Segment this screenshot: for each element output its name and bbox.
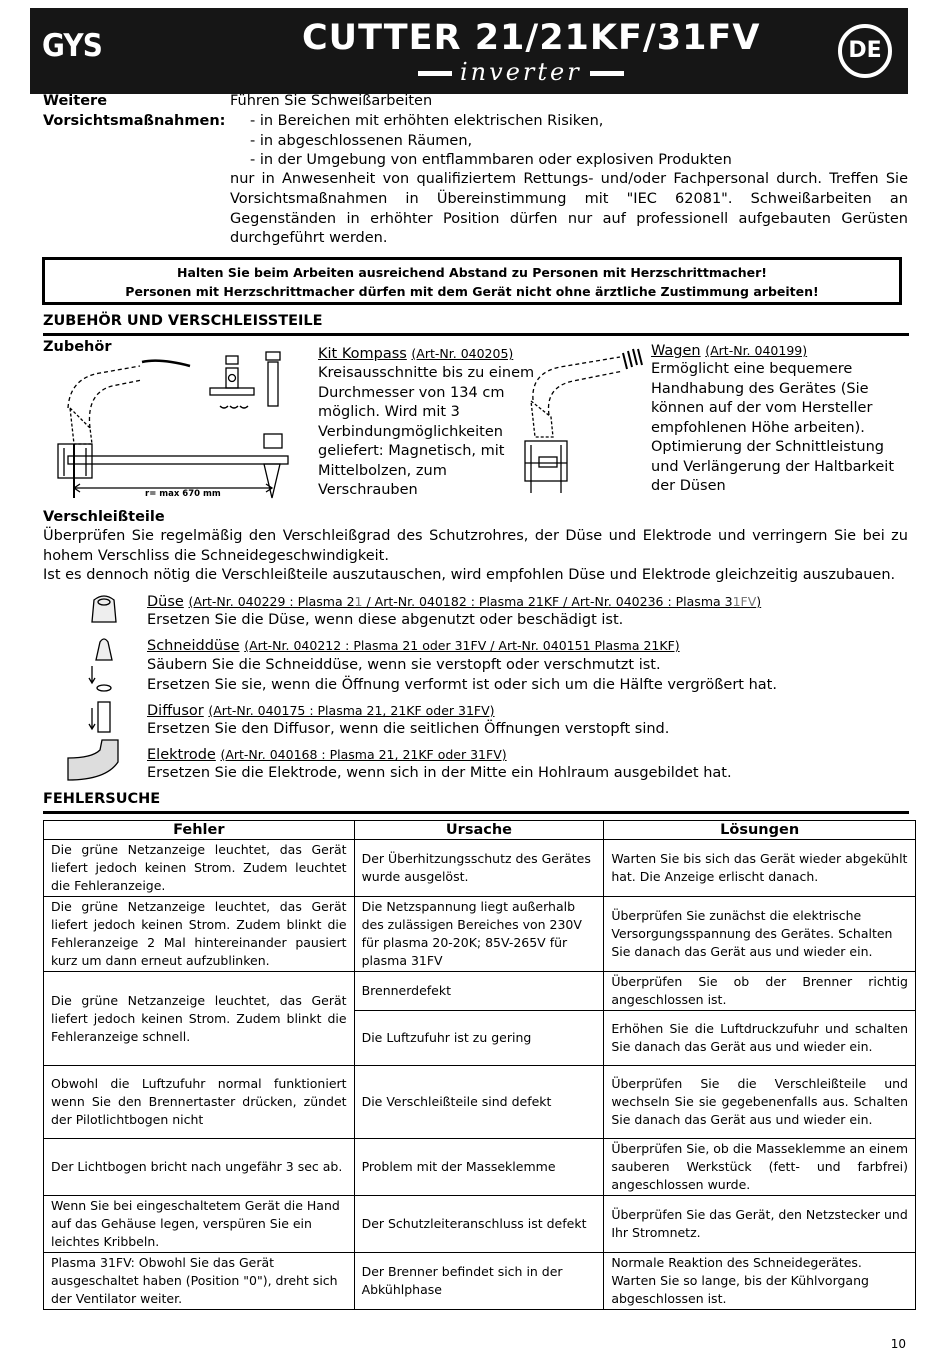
art-ref: / Art-Nr. 040182 : Plasma 21KF / Art-Nr. 040236 : Plasma 3 [362, 594, 733, 609]
kit-art: (Art-Nr. 040205) [411, 346, 514, 361]
art-ref: 1FV [732, 594, 757, 609]
wear-item-text: Ersetzen Sie den Diffusor, wenn die seitlichen Öffnungen verstopft sind. [147, 721, 670, 737]
kit-line: Kreisausschnitte bis zu einem [318, 365, 535, 381]
cell-loesung: Normale Reaktion des Schneidegerätes. Warten Sie so lange, bis der Kühlvorgang abgeschlossen ist. [604, 1253, 916, 1310]
cell-loesung: Überprüfen Sie ob der Brenner richtig angeschlossen ist. [604, 972, 916, 1011]
warning-line: Personen mit Herzschrittmacher dürfen mit dem Gerät nicht ohne ärztliche Zustimmung arbeiten! [125, 284, 819, 299]
cell-ursache: Die Netzspannung liegt außerhalb des zulässigen Bereiches von 230V für plasma 20-20K; 85V-265V für plasma 31FV [354, 897, 604, 972]
product-subtitle: inverter [410, 58, 632, 86]
section-rule [43, 811, 909, 814]
compass-radius-label: r= max 670 mm [145, 489, 221, 499]
wear-item-cutnozzle-title [147, 636, 680, 657]
cell-loesung: Überprüfen Sie das Gerät, den Netzstecker und Ihr Stromnetz. [604, 1196, 916, 1253]
precautions-line: nur in Anwesenheit von qualifiziertem Rettungs- und/oder Fachpersonal durch. Treffen Sie [230, 171, 908, 187]
electrode-name: Elektrode [147, 747, 216, 763]
kit-description [318, 364, 534, 501]
cell-loesung: Überprüfen Sie zunächst die elektrische Versorgungsspannung des Gerätes. Schalten Sie danach das Gerät aus und wieder ein. [604, 897, 916, 972]
column-header: Ursache [354, 821, 604, 840]
art-ref: (Art-Nr. 040229 : Plasma 2 [188, 594, 355, 609]
cart-title [651, 341, 807, 362]
accessories-subtitle: Zubehör [43, 339, 112, 355]
precautions-item: - in Bereichen mit erhöhten elektrischen Risiken, [250, 113, 604, 129]
cell-fehler: Wenn Sie bei eingeschaltetem Gerät die Hand auf das Gehäuse legen, verspüren Sie ein leichtes Kribbeln. [44, 1196, 355, 1253]
cart-illustration [515, 345, 650, 497]
page-header [30, 8, 908, 94]
kit-line: Durchmesser von 134 cm [318, 384, 505, 401]
cart-description [651, 360, 894, 497]
cart-line: Optimierung der Schnittleistung [651, 439, 885, 455]
electrode-art: (Art-Nr. 040168 : Plasma 21, 21KF oder 31FV) [220, 747, 507, 762]
wear-item-diffuser-title [147, 701, 495, 722]
cell-fehler: Obwohl die Luftzufuhr normal funktioniert wenn Sie den Brennertaster drücken, zündet der Pilotlichtbogen nicht [44, 1066, 355, 1139]
precautions-line: durchgeführt werden. [230, 230, 388, 246]
art-ref: ) [756, 594, 762, 609]
cell-fehler: Die grüne Netzanzeige leuchtet, das Gerät liefert jedoch keinen Strom. Zudem leuchtet die Fehleranzeige. [44, 840, 355, 897]
nozzle-art [188, 594, 761, 609]
art-ref: 1 [354, 594, 363, 609]
page-number: 10 [890, 1337, 906, 1351]
cart-art: (Art-Nr. 040199) [705, 343, 808, 358]
precautions-item: - in abgeschlossenen Räumen, [250, 133, 473, 149]
pacemaker-warning [42, 257, 902, 305]
compass-kit-illustration [50, 348, 310, 500]
cart-name: Wagen [651, 343, 701, 359]
troubleshooting-title: FEHLERSUCHE [43, 791, 161, 807]
cell-fehler: Die grüne Netzanzeige leuchtet, das Gerät liefert jedoch keinen Strom. Zudem blinkt die Fehleranzeige 2 Mal hintereinander pausiert kurz um dann erneut aufzublinken. [44, 897, 355, 972]
wear-item-text: Ersetzen Sie die Elektrode, wenn sich in der Mitte ein Hohlraum ausgebildet hat. [147, 765, 732, 781]
wear-paragraph: Ist es dennoch nötig die Verschleißteile auszutauschen, wird empfohlen Düse und Elektrode gleichzeitig auszubauen. [43, 567, 896, 583]
kit-title [318, 344, 513, 365]
wear-title: Verschleißteile [43, 509, 165, 525]
precautions-label-1: Weitere [43, 93, 108, 109]
precautions-item: - in der Umgebung von entflammbaren oder explosiven Produkten [250, 152, 732, 168]
warning-line: Halten Sie beim Arbeiten ausreichend Abstand zu Personen mit Herzschrittmacher! [177, 265, 767, 280]
table-row [44, 1139, 916, 1196]
cell-loesung: Erhöhen Sie die Luftdruckzufuhr und schalten Sie danach das Gerät aus und wieder ein. [604, 1011, 916, 1066]
cell-fehler: Die grüne Netzanzeige leuchtet, das Gerät liefert jedoch keinen Strom. Zudem blinkt die Fehleranzeige schnell. [44, 972, 355, 1066]
cart-line: Handhabung des Gerätes (Sie [651, 380, 869, 397]
table-row [44, 972, 916, 1011]
cutnozzle-name: Schneiddüse [147, 638, 240, 654]
wear-item-text: Säubern Sie die Schneiddüse, wenn sie verstopft oder verschmutzt ist. [147, 657, 661, 673]
cart-line: empfohlenen Höhe arbeiten). [651, 419, 865, 436]
table-row [44, 1196, 916, 1253]
wear-paragraph: hohem Verschliss die Schneidegeschwindigkeit. [43, 548, 389, 564]
cell-loesung: Überprüfen Sie die Verschleißteile und wechseln Sie sie gegebenenfalls aus. Schalten Sie danach das Gerät aus und wieder ein. [604, 1066, 916, 1139]
cell-ursache: Die Luftzufuhr ist zu gering [354, 1011, 604, 1066]
wear-paragraph: Überprüfen Sie regelmäßig den Verschleißgrad des Schutzrohres, der Düse und Elektrode und verringern Sie bei zu [43, 528, 908, 544]
precautions-intro: Führen Sie Schweißarbeiten [230, 93, 433, 109]
troubleshooting-table [43, 820, 916, 1310]
kit-name: Kit Kompass [318, 346, 407, 362]
cell-ursache: Der Überhitzungsschutz des Gerätes wurde ausgelöst. [354, 840, 604, 897]
brand-logo: GYS [42, 28, 102, 64]
kit-line: geliefert: Magnetisch, mit [318, 443, 505, 459]
cell-ursache: Brennerdefekt [354, 972, 604, 1011]
cell-fehler: Plasma 31FV: Obwohl Sie das Gerät ausgeschaltet haben (Position "0"), dreht sich der Ventilator weiter. [44, 1253, 355, 1310]
table-row [44, 1066, 916, 1139]
accessories-title: ZUBEHÖR UND VERSCHLEISSTEILE [43, 313, 323, 329]
cell-loesung: Warten Sie bis sich das Gerät wieder abgekühlt hat. Die Anzeige erlischt danach. [604, 840, 916, 897]
cell-ursache: Der Schutzleiteranschluss ist defekt [354, 1196, 604, 1253]
wear-item-electrode-title [147, 745, 507, 766]
cart-line: Ermöglicht eine bequemere [651, 361, 853, 377]
nozzle-icon [92, 596, 116, 622]
kit-line: Verbindungmöglichkeiten [318, 423, 503, 440]
cell-loesung: Überprüfen Sie, ob die Masseklemme an einem sauberen Werkstück (fett- und farbfrei) angeschlossen wurde. [604, 1139, 916, 1196]
cart-line: können auf der vom Hersteller [651, 400, 873, 416]
kit-line: Mittelbolzen, zum [318, 462, 447, 479]
cell-ursache: Problem mit der Masseklemme [354, 1139, 604, 1196]
wear-item-text: Ersetzen Sie die Düse, wenn diese abgenutzt oder beschädigt ist. [147, 612, 624, 628]
precautions-label-2: Vorsichtsmaßnahmen: [43, 113, 226, 129]
table-row [44, 840, 916, 897]
column-header: Fehler [44, 821, 355, 840]
precautions-line: Gegenständen in erhöhter Position dürfen nur auf professionell aufgebauten Gerüsten [230, 211, 908, 227]
language-badge: DE [838, 24, 892, 78]
nozzle-name: Düse [147, 594, 184, 610]
diffuser-art: (Art-Nr. 040175 : Plasma 21, 21KF oder 31FV) [208, 703, 495, 718]
wear-parts-illustration [62, 590, 140, 790]
cell-ursache: Die Verschleißteile sind defekt [354, 1066, 604, 1139]
table-row [44, 897, 916, 972]
table-row [44, 1253, 916, 1310]
cell-fehler: Der Lichtbogen bricht nach ungefähr 3 sec ab. [44, 1139, 355, 1196]
table-header-row [44, 821, 916, 840]
wear-item-text: Ersetzen Sie sie, wenn die Öffnung verformt ist oder sich um die Hälfte vergrößert hat. [147, 677, 777, 693]
cart-line: der Düsen [651, 478, 726, 494]
column-header: Lösungen [604, 821, 916, 840]
section-rule [43, 333, 909, 336]
precautions-line: Vorsichtsmaßnahmen in Übereinstimmung mit "IEC 62081". Schweißarbeiten an [230, 191, 908, 207]
wear-item-nozzle-title [147, 592, 761, 613]
cutnozzle-art: (Art-Nr. 040212 : Plasma 21 oder 31FV / Art-Nr. 040151 Plasma 21KF) [244, 638, 680, 653]
kit-line: Verschrauben [318, 482, 418, 498]
product-title: CUTTER 21/21KF/31FV [302, 18, 761, 58]
cell-ursache: Der Brenner befindet sich in der Abkühlphase [354, 1253, 604, 1310]
kit-line: möglich. Wird mit 3 [318, 404, 460, 420]
cart-line: und Verlängerung der Haltbarkeit [651, 458, 895, 475]
diffuser-name: Diffusor [147, 703, 204, 719]
